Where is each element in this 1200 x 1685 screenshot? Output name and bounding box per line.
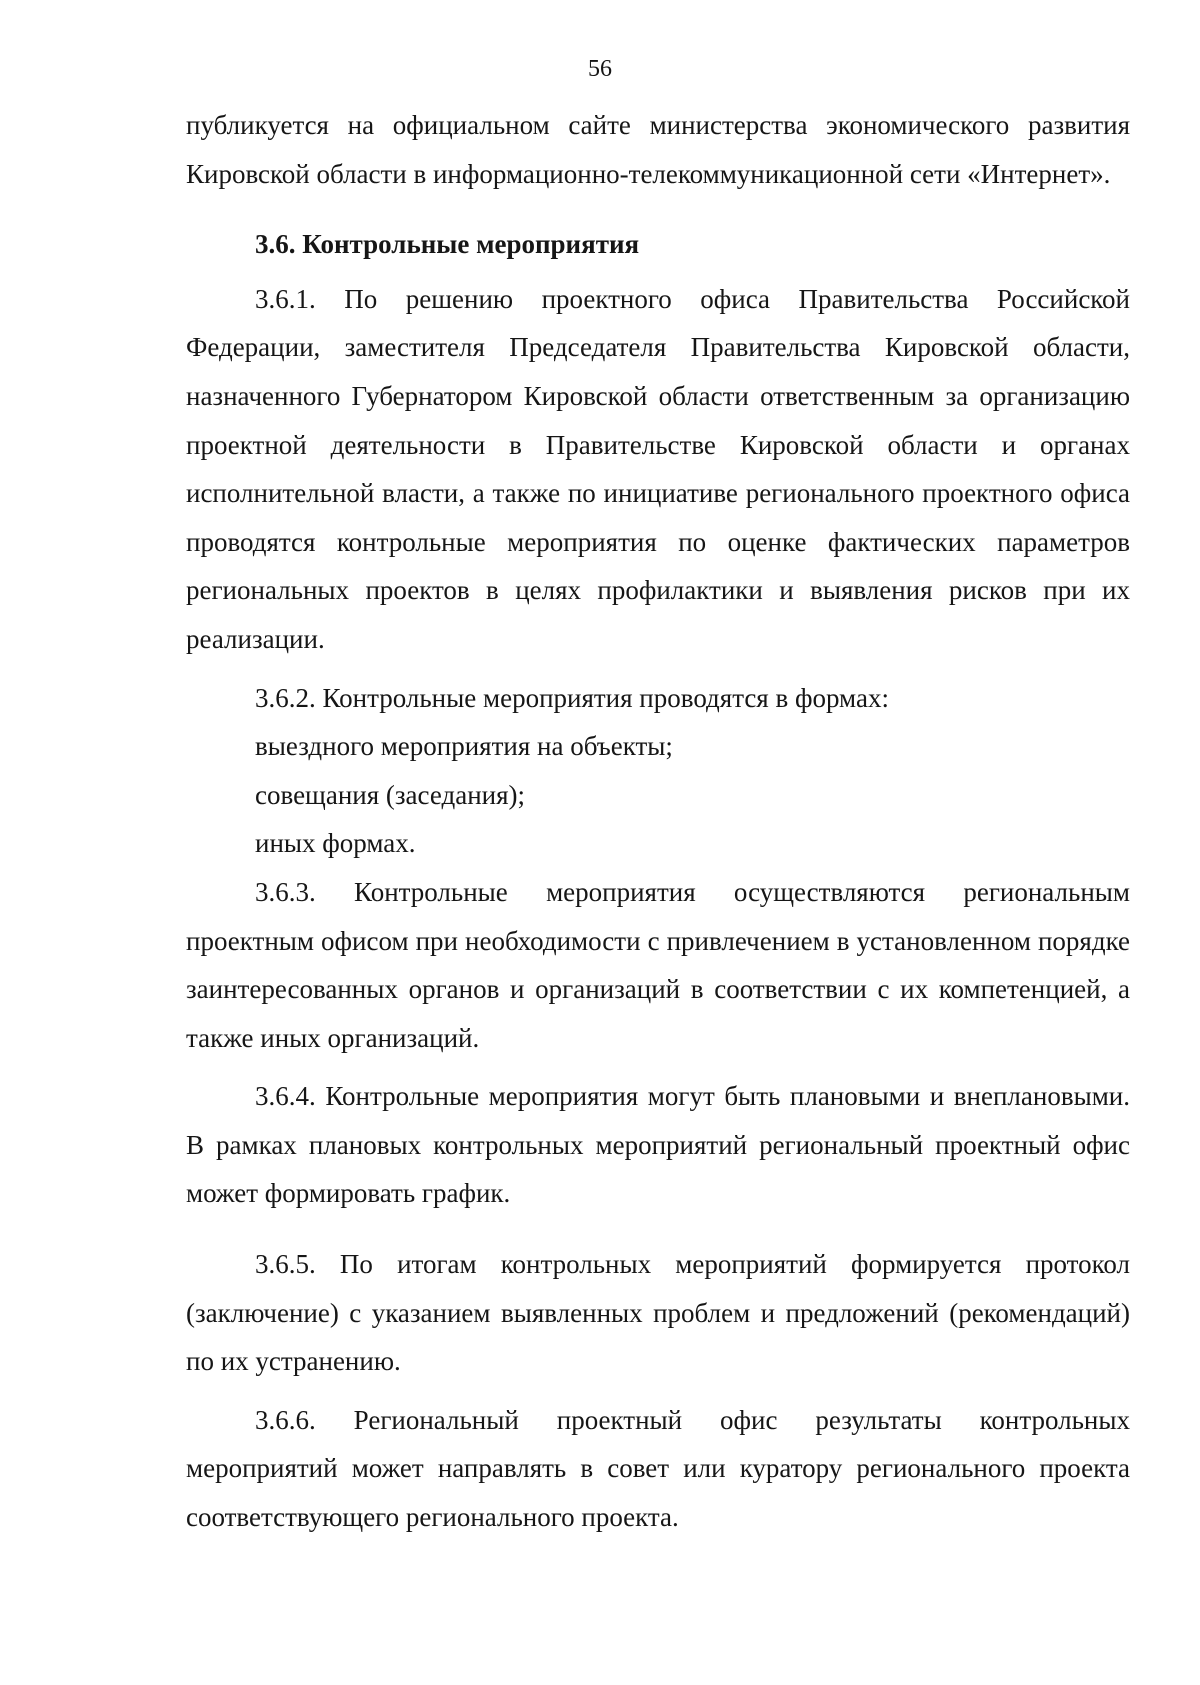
paragraph-3-6-6: 3.6.6. Региональный проектный офис результаты контрольных мероприятий может направлять в совет или куратору регионального проекта соответствующего регионального проекта. <box>186 1404 1130 1533</box>
page-number: 56 <box>588 56 612 82</box>
paragraph-3-6-5: 3.6.5. По итогам контрольных мероприятий формируется протокол (заключение) с указанием выявленных проблем и предложений (рекомендаций) по их устранению. <box>186 1249 1130 1377</box>
intro-paragraph: публикуется на официальном сайте министерства экономического развития Кировской области в информационно-телекоммуникационной сети «Интернет». <box>186 110 1130 189</box>
paragraph-3-6-3: 3.6.3. Контрольные мероприятия осуществляются региональным проектным офисом при необходимости с привлечением в установленном порядке заинтересованных органов и организаций в соответствии с их компетенцией, а также иных организаций. <box>186 876 1130 1053</box>
list-item-field-event: выездного мероприятия на объекты; <box>255 731 673 762</box>
section-heading: 3.6. Контрольные мероприятия <box>255 229 640 260</box>
paragraph-3-6-4: 3.6.4. Контрольные мероприятия могут быть плановыми и внеплановыми. В рамках плановых контрольных мероприятий региональный проектный офис может формировать график. <box>186 1081 1130 1209</box>
list-item-meeting: совещания (заседания); <box>255 779 526 810</box>
paragraph-3-6-2: 3.6.2. Контрольные мероприятия проводятся в формах: <box>255 682 889 713</box>
document-body <box>186 101 1130 1542</box>
paragraph-3-6-1: 3.6.1. По решению проектного офиса Правительства Российской Федерации, заместителя Председателя Правительства Кировской области, назначенного Губернатором Кировской области ответственным за организацию проектной деятельности в Правительстве Кировской области и органах исполнительной власти, а также по инициативе регионального проектного офиса проводятся контрольные мероприятия по оценке фактических параметров региональных проектов в целях профилактики и выявления рисков при их реализации. <box>186 283 1130 654</box>
list-item-other-forms: иных формах. <box>255 828 416 859</box>
